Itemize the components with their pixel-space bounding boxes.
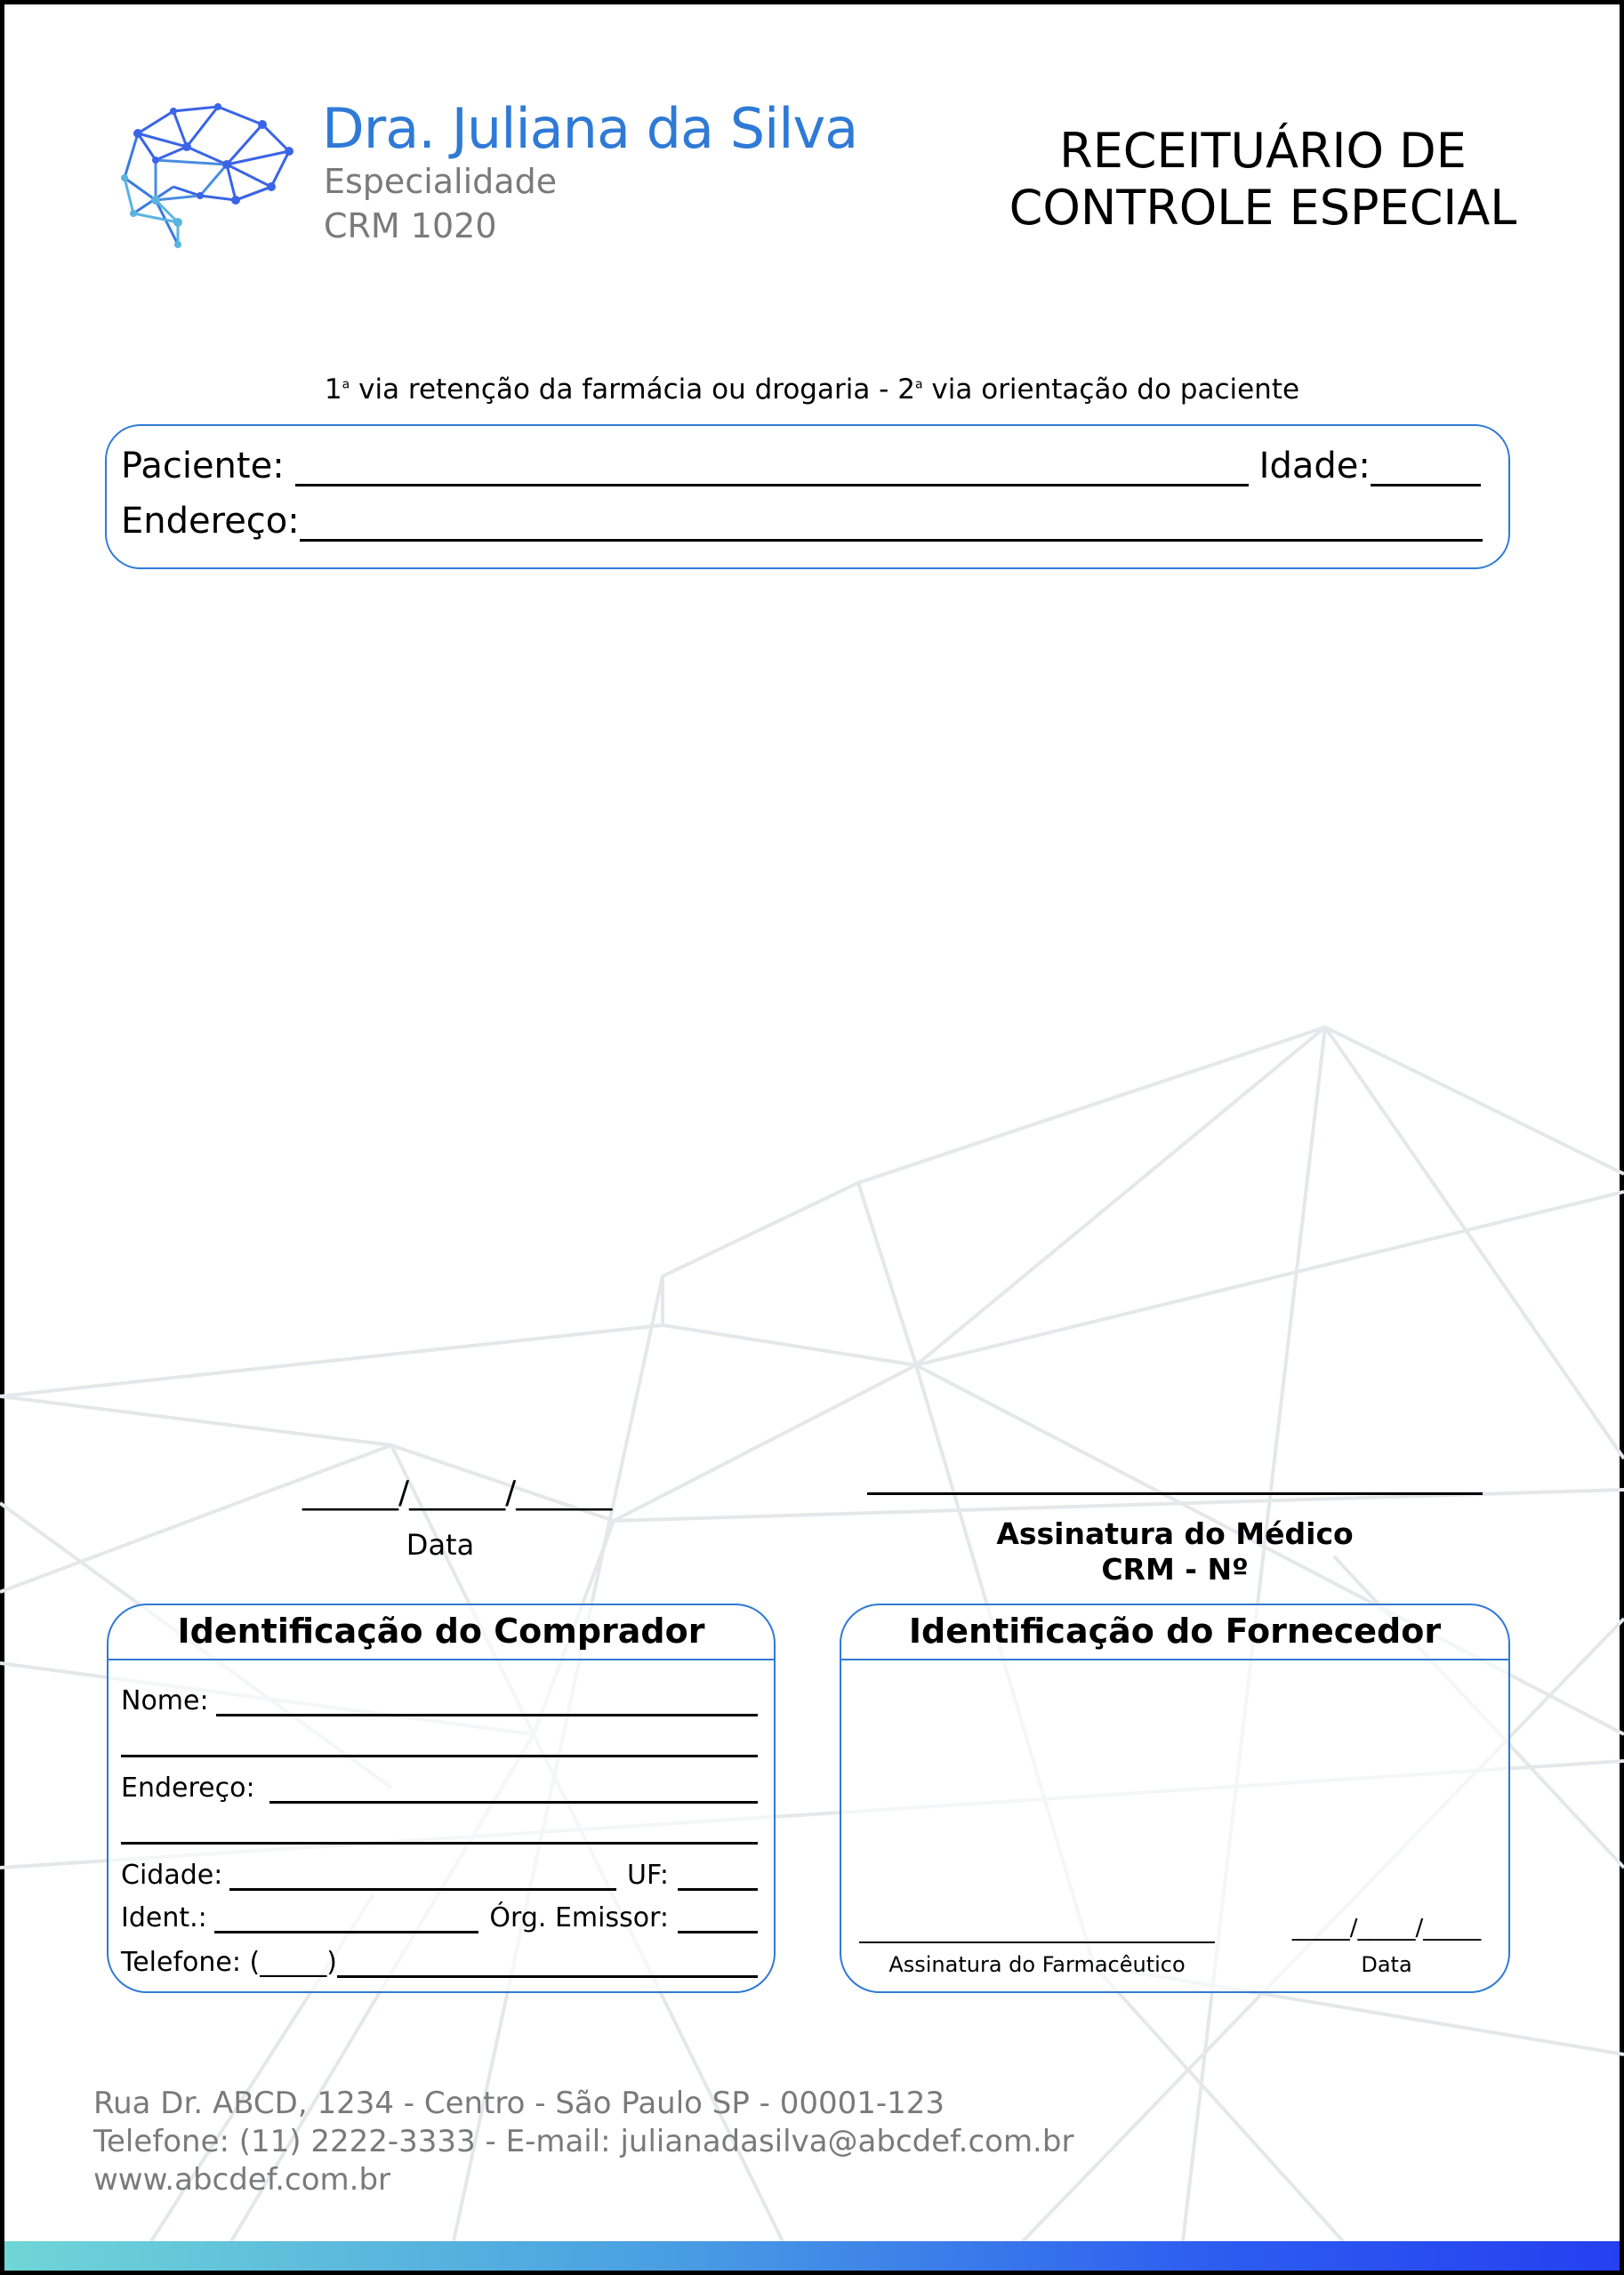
doctor-crm: CRM 1020 [324,206,497,245]
bottom-gradient-bar [4,2241,1620,2271]
buyer-name-row-2 [121,1728,758,1757]
via-second-number: 2 [897,374,915,406]
via-note [0,374,1624,406]
doctor-signature-label: Assinatura do Médico [996,1516,1354,1551]
patient-name-field[interactable] [295,448,1249,486]
buyer-city-label: Cidade: [121,1860,223,1891]
buyer-address-field-2[interactable] [121,1815,758,1845]
supplier-date-blank[interactable]: _____/_____/_____ [1291,1915,1482,1941]
via-first-text: via retenção da farmácia ou drogaria - [350,374,898,406]
buyer-city-field[interactable] [229,1861,616,1891]
buyer-card [107,1604,776,1993]
buyer-id-row [121,1902,758,1933]
buyer-city-row [121,1860,758,1891]
patient-label: Paciente: [121,446,285,486]
buyer-phone-label: Telefone: (_____) [121,1947,337,1978]
footer-contact: Telefone: (11) 2222-3333 - E-mail: julianadasilva@abcdef.com.br [93,2124,1074,2159]
buyer-name-label: Nome: [121,1685,209,1716]
buyer-phone-row [121,1947,758,1978]
footer-website: www.abcdef.com.br [93,2162,391,2198]
pharmacist-signature-label: Assinatura do Farmacêutico [888,1952,1186,1977]
doctor-specialty: Especialidade [324,162,558,201]
buyer-uf-field[interactable] [678,1861,758,1891]
supplier-card-title: Identificação do Fornecedor [841,1605,1508,1660]
via-second-text: via orientação do paciente [922,374,1300,406]
age-field[interactable] [1371,448,1481,486]
buyer-address-field[interactable] [269,1774,758,1804]
document-title [996,123,1530,237]
document-title-line2: CONTROLE ESPECIAL [1009,180,1517,236]
footer-address: Rua Dr. ABCD, 1234 - Centro - São Paulo SP - 00001-123 [93,2086,945,2121]
via-second-sup: a [914,377,923,392]
document-title-line1: RECEITUÁRIO DE [1059,123,1467,179]
buyer-address-row-2 [121,1815,758,1845]
prescription-date-blank[interactable]: ______/______/______ [302,1475,613,1511]
supplier-card [840,1604,1510,1993]
crm-number-label: CRM - Nº [1101,1552,1249,1587]
buyer-issuer-label: Órg. Emissor: [489,1902,669,1933]
buyer-name-field-2[interactable] [121,1728,758,1757]
prescription-date-label: Data [406,1528,475,1562]
brain-network-logo [120,98,298,253]
age-label: Idade: [1258,446,1371,486]
via-first-number: 1 [324,374,342,406]
buyer-phone-field[interactable] [337,1949,758,1978]
address-field[interactable] [300,503,1483,542]
buyer-name-field[interactable] [216,1687,758,1716]
buyer-uf-label: UF: [627,1860,669,1891]
pharmacist-signature-line[interactable] [859,1941,1215,1943]
address-row [121,501,1483,542]
buyer-name-row [121,1685,758,1716]
buyer-id-field[interactable] [214,1904,479,1933]
address-label: Endereço: [121,501,300,542]
via-first-sup: a [342,377,350,392]
patient-row [121,446,1481,486]
buyer-card-title: Identificação do Comprador [109,1605,774,1660]
doctor-name: Dra. Juliana da Silva [322,96,858,161]
supplier-date-label: Data [1361,1952,1412,1977]
doctor-signature-line[interactable] [867,1492,1483,1495]
buyer-id-label: Ident.: [121,1902,207,1933]
patient-box [105,424,1510,569]
buyer-issuer-field[interactable] [678,1904,758,1933]
buyer-address-row [121,1773,758,1804]
buyer-address-label: Endereço: [121,1773,255,1804]
